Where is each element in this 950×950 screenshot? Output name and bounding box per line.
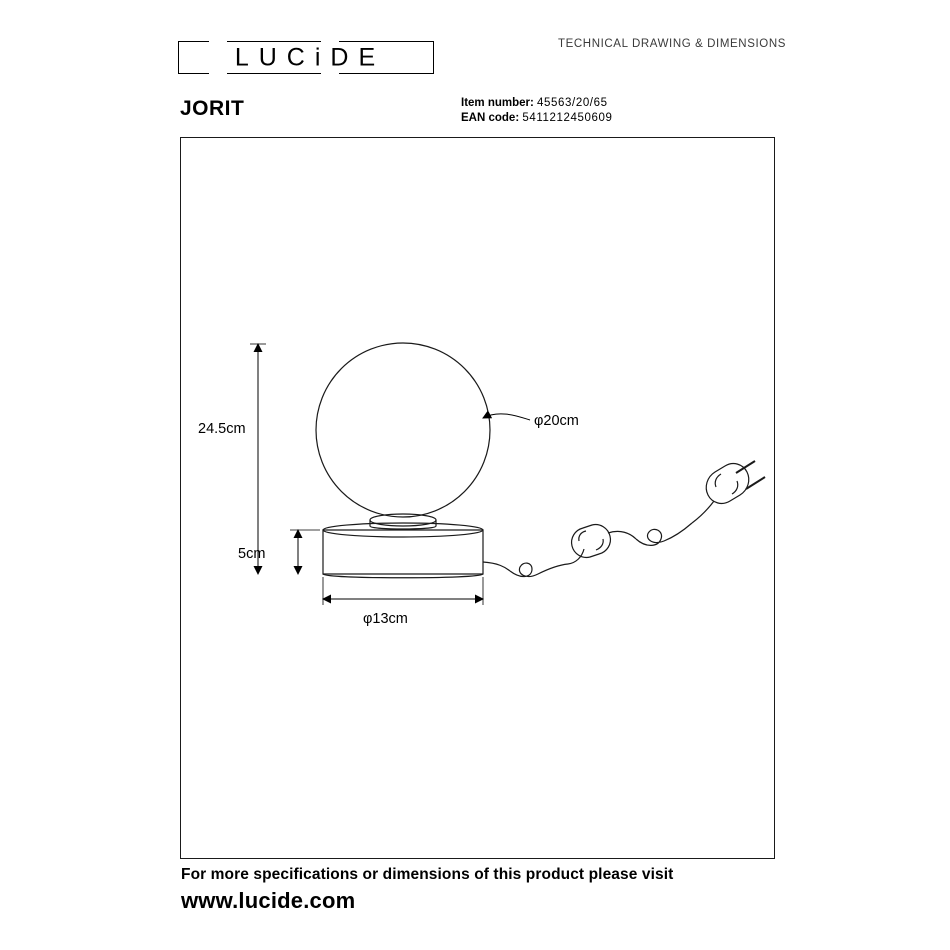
power-cable-loop-2 bbox=[636, 523, 692, 545]
item-number-value: 45563/20/65 bbox=[537, 97, 608, 109]
item-number-label: Item number: bbox=[461, 97, 534, 109]
total-height-label: 24.5cm bbox=[198, 421, 246, 437]
lamp-collar bbox=[370, 514, 436, 526]
lucide-logo bbox=[178, 41, 434, 74]
power-plug bbox=[706, 461, 765, 503]
ean-code-line bbox=[461, 111, 612, 126]
page-title: JORIT bbox=[180, 97, 245, 120]
ean-code-value: 5411212450609 bbox=[522, 112, 613, 124]
base-height-label: 5cm bbox=[238, 546, 266, 562]
globe-diameter-label: φ20cm bbox=[534, 413, 579, 429]
product-meta bbox=[461, 96, 612, 126]
inline-switch bbox=[572, 525, 611, 558]
footer bbox=[181, 866, 781, 914]
footer-website[interactable]: www.lucide.com bbox=[181, 888, 356, 913]
globe-diameter-leader bbox=[483, 414, 530, 420]
power-cable-start bbox=[483, 562, 510, 571]
logo-wordmark: LUCiDE bbox=[234, 43, 386, 71]
power-cable-to-plug bbox=[692, 501, 714, 523]
technical-drawing-caption: TECHNICAL DRAWING & DIMENSIONS bbox=[558, 38, 786, 50]
item-number-line bbox=[461, 96, 612, 111]
ean-code-label: EAN code: bbox=[461, 112, 520, 124]
footer-note: For more specifications or dimensions of this product please visit bbox=[181, 866, 674, 883]
lamp-globe bbox=[316, 343, 490, 517]
base-diameter-label: φ13cm bbox=[363, 611, 408, 627]
product-technical-drawing bbox=[180, 137, 775, 859]
power-cable-mid bbox=[608, 531, 636, 539]
power-cable-loop-1 bbox=[510, 563, 568, 576]
